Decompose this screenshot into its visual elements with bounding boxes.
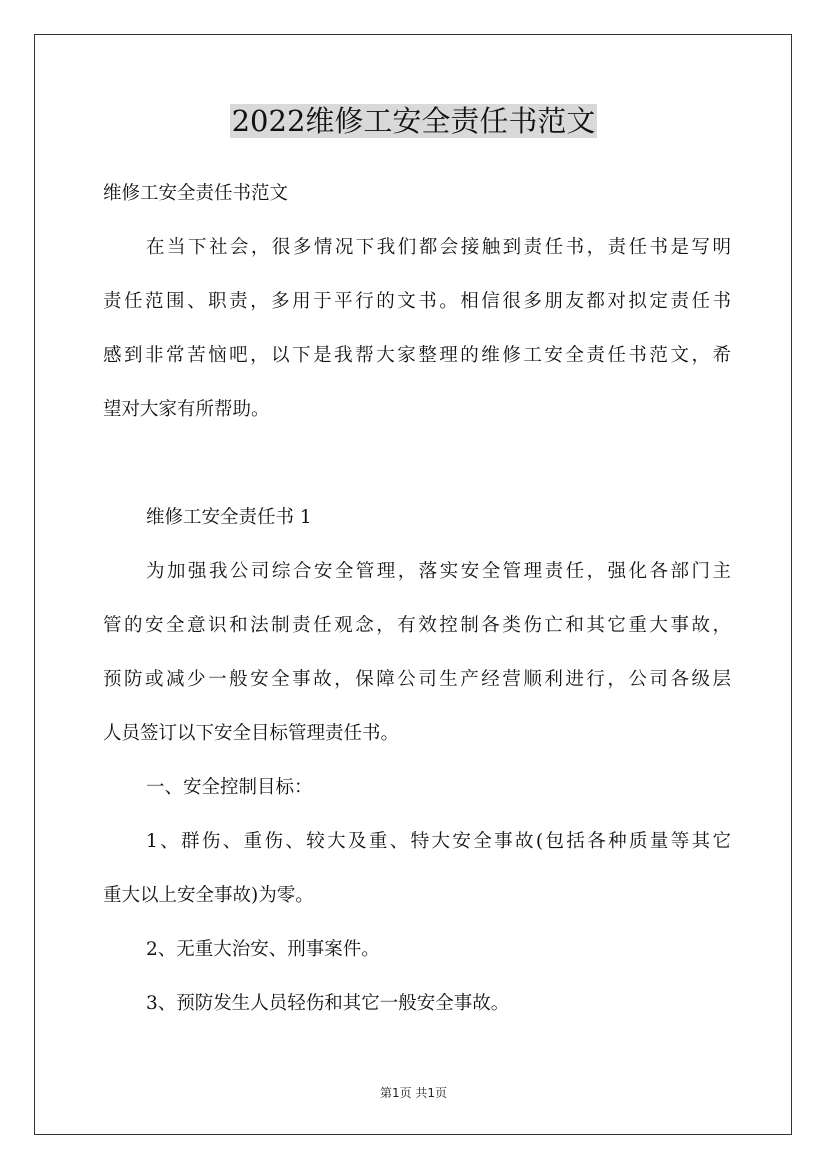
intro-line-2: 责任范围、职责，多用于平行的文书。相信很多朋友都对拟定责任书 xyxy=(103,291,731,312)
para1-line-3: 预防或减少一般安全事故，保障公司生产经营顺利进行，公司各级层 xyxy=(103,669,731,690)
page-number-footer: 第1页 共1页 xyxy=(379,1086,448,1100)
section-heading: 维修工安全责任书 1 xyxy=(146,507,312,528)
goals-heading: 一、安全控制目标： xyxy=(146,777,313,798)
para1-line-4: 人员签订以下安全目标管理责任书。 xyxy=(103,723,400,744)
document-subtitle: 维修工安全责任书范文 xyxy=(103,183,289,204)
goal2-line: 2、无重大治安、刑事案件。 xyxy=(146,939,380,960)
intro-line-4: 望对大家有所帮助。 xyxy=(103,399,270,420)
intro-line-1: 在当下社会，很多情况下我们都会接触到责任书，责任书是写明 xyxy=(146,237,731,258)
para1-line-2: 管的安全意识和法制责任观念，有效控制各类伤亡和其它重大事故， xyxy=(103,615,731,636)
para1-line-1: 为加强我公司综合安全管理，落实安全管理责任，强化各部门主 xyxy=(146,561,731,582)
intro-line-3: 感到非常苦恼吧，以下是我帮大家整理的维修工安全责任书范文，希 xyxy=(103,345,731,366)
goal1-line-1: 1、群伤、重伤、较大及重、特大安全事故(包括各种质量等其它 xyxy=(146,831,731,852)
document-title xyxy=(0,100,827,142)
document-title-text: 2022维修工安全责任书范文 xyxy=(231,104,596,138)
goal1-line-2: 重大以上安全事故)为零。 xyxy=(103,885,314,906)
goal3-line: 3、预防发生人员轻伤和其它一般安全事故。 xyxy=(146,993,510,1014)
